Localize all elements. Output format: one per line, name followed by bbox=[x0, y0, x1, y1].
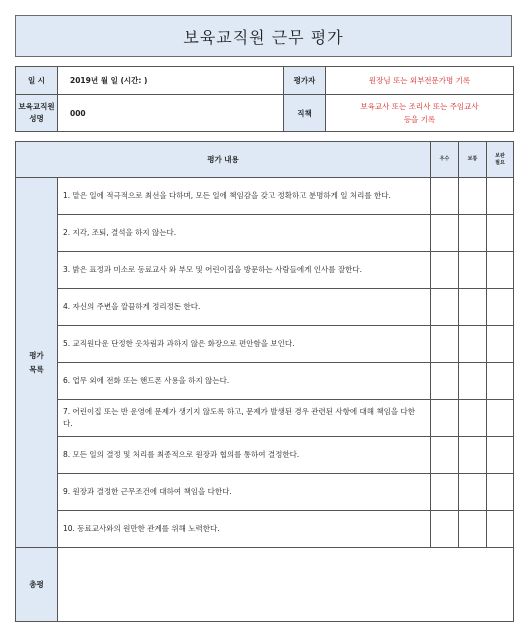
column-needs-improvement: 보완 필요 bbox=[487, 142, 514, 178]
evaluation-item-text: 3. 밝은 표정과 미소로 동료교사 와 부모 및 어린이집을 방문하는 사람들에게 인사를 잘한다. bbox=[58, 252, 431, 289]
evaluation-item-text: 4. 자신의 주변을 깔끔하게 정리정돈 한다. bbox=[58, 289, 431, 326]
rating-excellent-cell[interactable] bbox=[431, 252, 459, 289]
rating-normal-cell[interactable] bbox=[459, 363, 487, 400]
rating-excellent-cell[interactable] bbox=[431, 215, 459, 252]
rating-normal-cell[interactable] bbox=[459, 326, 487, 363]
rating-excellent-cell[interactable] bbox=[431, 326, 459, 363]
evaluation-item-row bbox=[16, 363, 514, 400]
rating-improve-cell[interactable] bbox=[487, 363, 514, 400]
summary-label: 총평 bbox=[16, 548, 58, 622]
evaluation-item-row bbox=[16, 511, 514, 548]
rating-normal-cell[interactable] bbox=[459, 289, 487, 326]
rating-improve-cell[interactable] bbox=[487, 511, 514, 548]
evaluation-item-row bbox=[16, 437, 514, 474]
rating-normal-cell[interactable] bbox=[459, 252, 487, 289]
evaluation-item-row bbox=[16, 215, 514, 252]
info-table bbox=[15, 66, 514, 132]
column-normal: 보통 bbox=[459, 142, 487, 178]
summary-field[interactable] bbox=[58, 548, 514, 622]
rating-excellent-cell[interactable] bbox=[431, 289, 459, 326]
evaluation-item-text: 2. 지각, 조퇴, 결석을 하지 않는다. bbox=[58, 215, 431, 252]
rating-excellent-cell[interactable] bbox=[431, 178, 459, 215]
rating-excellent-cell[interactable] bbox=[431, 474, 459, 511]
evaluator-value: 원장님 또는 외부전문가명 기록 bbox=[326, 67, 514, 95]
evaluation-item-text: 7. 어린이집 또는 반 운영에 문제가 생기지 않도록 하고, 문제가 발생된 경우 관련된 사항에 대해 책임을 다한다. bbox=[58, 400, 431, 437]
rating-normal-cell[interactable] bbox=[459, 511, 487, 548]
rating-normal-cell[interactable] bbox=[459, 437, 487, 474]
date-value: 2019년 월 일 (시간: ) bbox=[58, 67, 284, 95]
info-row-date bbox=[16, 67, 514, 95]
evaluation-item-text: 1. 맡은 일에 적극적으로 최선을 다하며, 모든 일에 책임감을 갖고 정확하고 분명하게 일 처리를 한다. bbox=[58, 178, 431, 215]
rating-improve-cell[interactable] bbox=[487, 178, 514, 215]
position-label: 직책 bbox=[284, 95, 326, 132]
evaluation-item-text: 8. 모든 일의 결정 및 처리를 최종적으로 원장과 협의를 통하여 결정한다. bbox=[58, 437, 431, 474]
column-excellent: 우수 bbox=[431, 142, 459, 178]
evaluation-item-text: 5. 교직원다운 단정한 옷차림과 과하지 않은 화장으로 편안함을 보인다. bbox=[58, 326, 431, 363]
staff-name-label: 보육교직원 성명 bbox=[16, 95, 58, 132]
evaluation-item-text: 9. 원장과 결정한 근무조건에 대하여 책임을 다한다. bbox=[58, 474, 431, 511]
evaluator-label: 평가자 bbox=[284, 67, 326, 95]
evaluation-item-row bbox=[16, 326, 514, 363]
rating-excellent-cell[interactable] bbox=[431, 400, 459, 437]
evaluation-table bbox=[15, 141, 514, 622]
rating-improve-cell[interactable] bbox=[487, 474, 514, 511]
info-row-staff bbox=[16, 95, 514, 132]
evaluation-item-row bbox=[16, 178, 514, 215]
rating-improve-cell[interactable] bbox=[487, 289, 514, 326]
staff-name-value: 000 bbox=[58, 95, 284, 132]
evaluation-item-row bbox=[16, 474, 514, 511]
rating-improve-cell[interactable] bbox=[487, 400, 514, 437]
evaluation-item-text: 10. 동료교사와의 원만한 관계를 위해 노력한다. bbox=[58, 511, 431, 548]
document-title: 보육교직원 근무 평가 bbox=[15, 15, 512, 57]
evaluation-header: 평가 내용 bbox=[16, 142, 431, 178]
rating-excellent-cell[interactable] bbox=[431, 437, 459, 474]
position-value: 보육교사 또는 조리사 또는 주임교사 등을 기록 bbox=[326, 95, 514, 132]
rating-normal-cell[interactable] bbox=[459, 474, 487, 511]
rating-excellent-cell[interactable] bbox=[431, 363, 459, 400]
rating-normal-cell[interactable] bbox=[459, 178, 487, 215]
evaluation-header-row bbox=[16, 142, 514, 178]
evaluation-item-row bbox=[16, 400, 514, 437]
rating-improve-cell[interactable] bbox=[487, 326, 514, 363]
evaluation-item-row bbox=[16, 252, 514, 289]
rating-improve-cell[interactable] bbox=[487, 215, 514, 252]
summary-row bbox=[16, 548, 514, 622]
rating-normal-cell[interactable] bbox=[459, 400, 487, 437]
evaluation-list-label: 평가 목록 bbox=[16, 178, 58, 548]
rating-improve-cell[interactable] bbox=[487, 252, 514, 289]
rating-improve-cell[interactable] bbox=[487, 437, 514, 474]
rating-excellent-cell[interactable] bbox=[431, 511, 459, 548]
evaluation-item-text: 6. 업무 외에 전화 또는 핸드폰 사용을 하지 않는다. bbox=[58, 363, 431, 400]
rating-normal-cell[interactable] bbox=[459, 215, 487, 252]
evaluation-item-row bbox=[16, 289, 514, 326]
date-label: 일 시 bbox=[16, 67, 58, 95]
